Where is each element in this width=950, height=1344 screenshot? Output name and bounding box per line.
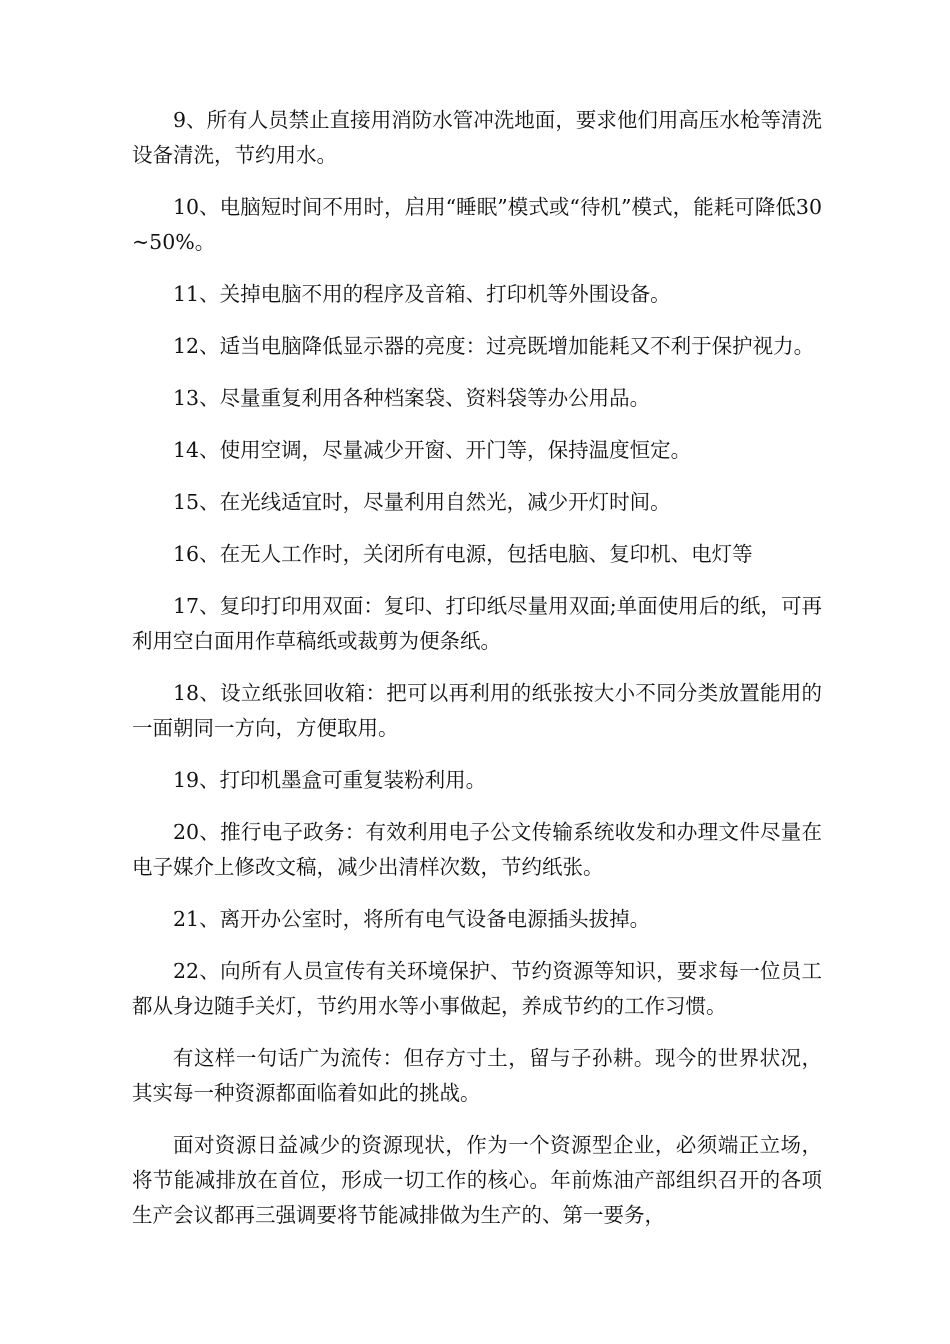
paragraph-item-19: 19、打印机墨盒可重复装粉利用。 [173, 768, 487, 792]
paragraph-item-10: 10、电脑短时间不用时，启用“睡眠”模式或“待机”模式，能耗可降低30~50%。 [132, 195, 822, 254]
paragraph-item-15: 15、在光线适宜时，尽量利用自然光，减少开灯时间。 [173, 490, 671, 514]
paragraph-item-20: 20、推行电子政务：有效利用电子公文传输系统收发和办理文件尽量在电子媒介上修改文稿，减少出清样次数，节约纸张。 [132, 820, 822, 879]
document-body [132, 103, 822, 1250]
paragraph-item-22: 22、向所有人员宣传有关环境保护、节约资源等知识，要求每一位员工都从身边随手关灯，节约用水等小事做起，养成节约的工作习惯。 [132, 959, 822, 1018]
paragraph-item-14: 14、使用空调，尽量减少开窗、开门等，保持温度恒定。 [173, 438, 692, 462]
paragraph-item-17: 17、复印打印用双面：复印、打印纸尽量用双面;单面使用后的纸，可再利用空白面用作草稿纸或裁剪为便条纸。 [132, 594, 822, 653]
paragraph-item-13: 13、尽量重复利用各种档案袋、资料袋等办公用品。 [173, 386, 651, 410]
paragraph-saying: 有这样一句话广为流传：但存方寸土，留与子孙耕。现今的世界状况，其实每一种资源都面临着如此的挑战。 [132, 1046, 822, 1105]
paragraph-item-11: 11、关掉电脑不用的程序及音箱、打印机等外围设备。 [173, 282, 671, 306]
paragraph-item-16: 16、在无人工作时，关闭所有电源，包括电脑、复印机、电灯等 [173, 542, 753, 566]
paragraph-item-21: 21、离开办公室时，将所有电气设备电源插头拔掉。 [173, 907, 651, 931]
paragraph-item-9: 9、所有人员禁止直接用消防水管冲洗地面，要求他们用高压水枪等清洗设备清洗，节约用水。 [132, 108, 822, 167]
paragraph-item-18: 18、设立纸张回收箱：把可以再利用的纸张按大小不同分类放置能用的一面朝同一方向，方便取用。 [132, 681, 822, 740]
paragraph-conclusion: 面对资源日益减少的资源现状，作为一个资源型企业，必须端正立场，将节能减排放在首位，形成一切工作的核心。年前炼油产部组织召开的各项生产会议都再三强调要将节能减排做为生产的、第一要务， [132, 1133, 822, 1227]
paragraph-item-12: 12、适当电脑降低显示器的亮度：过亮既增加能耗又不利于保护视力。 [173, 334, 815, 358]
